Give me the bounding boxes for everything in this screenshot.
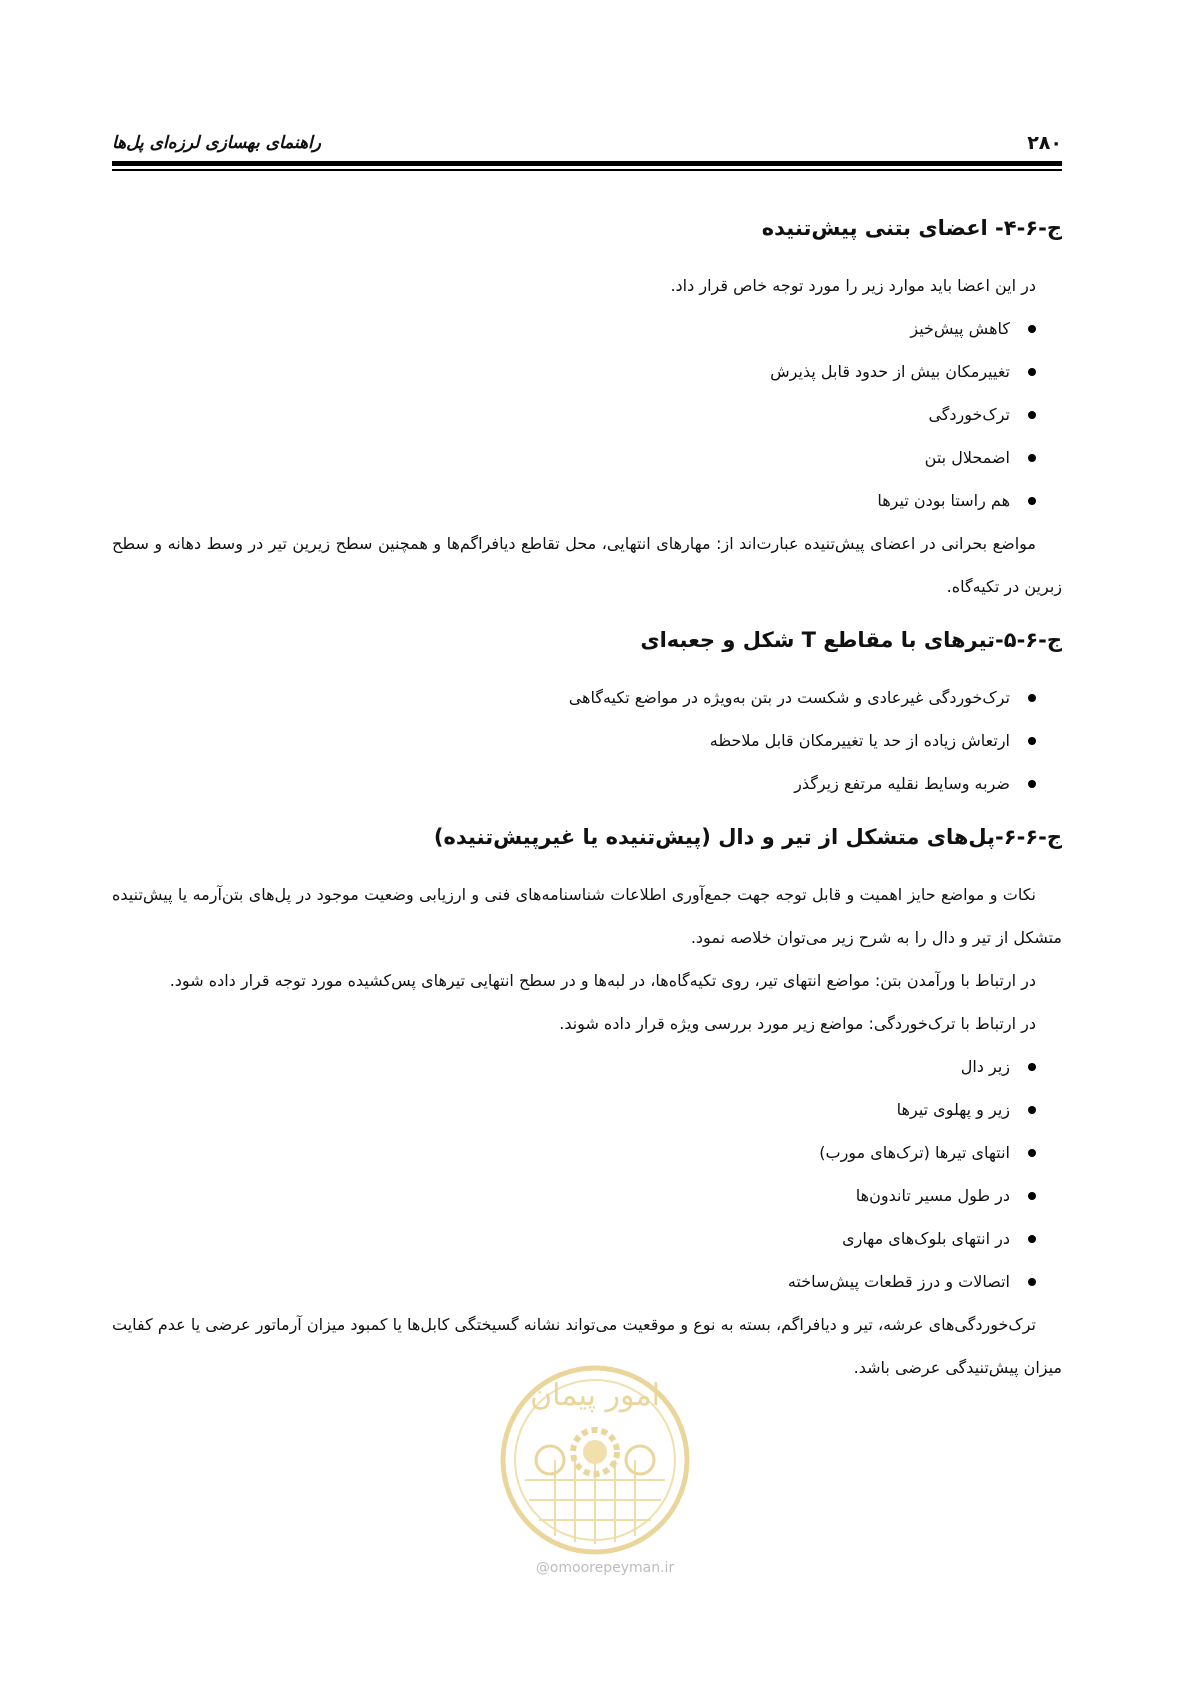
header-rule-thin xyxy=(112,169,1062,171)
bullet-icon xyxy=(1028,694,1036,702)
list-item: ترک‌خوردگی xyxy=(112,393,1036,436)
watermark-site: @omoorepeyman.ir xyxy=(535,1560,675,1576)
bullet-icon xyxy=(1028,411,1036,419)
bullet-icon xyxy=(1028,737,1036,745)
watermark-seal-logo xyxy=(495,1360,695,1560)
bullet-icon xyxy=(1028,368,1036,376)
bullet-icon xyxy=(1028,497,1036,505)
list-item: تغییرمکان بیش از حدود قابل پذیرش xyxy=(112,350,1036,393)
list-item: زیر دال xyxy=(112,1045,1036,1088)
bullet-icon xyxy=(1028,1192,1036,1200)
list-item: ارتعاش زیاده از حد یا تغییرمکان قابل ملاحظه xyxy=(112,719,1036,762)
list-item: انتهای تیرها (ترک‌های مورب) xyxy=(112,1131,1036,1174)
list-item: ضربه وسایط نقلیه مرتفع زیرگذر xyxy=(112,762,1036,805)
list-item: در انتهای بلوک‌های مهاری xyxy=(112,1217,1036,1260)
page-body xyxy=(112,210,1062,1389)
list-item: هم راستا بودن تیرها xyxy=(112,479,1036,522)
section3-paragraph2: در ارتباط با ورآمدن بتن: مواضع انتهای تیر، روی تکیه‌گاه‌ها، در لبه‌ها و در سطح انتهایی تیرهای پس‌کشیده مورد توجه قرار داده شود. xyxy=(169,971,1036,990)
section3-paragraph3: در ارتباط با ترک‌خوردگی: مواضع زیر مورد بررسی ویژه قرار داده شوند. xyxy=(559,1014,1036,1033)
section-heading-beam-slab-bridges: ج-۶-۶-پل‌های متشکل از تیر و دال (پیش‌تنیده یا غیرپیش‌تنیده) xyxy=(433,825,1062,849)
section1-paragraph: مواضع بحرانی در اعضای پیش‌تنیده عبارت‌اند از: مهارهای انتهایی، محل تقاطع دیافراگم‌ها و همچنین سطح زیرین تیر در وسط دهانه و سطح زبرین در تکیه‌گاه. xyxy=(112,534,1062,596)
section3-paragraph4: ترک‌خوردگی‌های عرشه، تیر و دیافراگم، بسته به نوع و موقعیت می‌تواند نشانه گسیختگی کابل‌ها یا کمبود میزان آرماتور عرضی یا عدم کفایت میزان پیش‌تنیدگی عرضی باشد. xyxy=(112,1315,1062,1377)
bullet-icon xyxy=(1028,1063,1036,1071)
svg-text:امور پیمان: امور پیمان xyxy=(530,1378,660,1413)
bullet-icon xyxy=(1028,454,1036,462)
page-number: ۲۸۰ xyxy=(1027,132,1062,154)
section-heading-t-box-beams: ج-۶-۵-تیرهای با مقاطع T شکل و جعبه‌ای xyxy=(640,628,1062,652)
header-rule-thick xyxy=(112,161,1062,166)
bullet-icon xyxy=(1028,1235,1036,1243)
list-item: اتصالات و درز قطعات پیش‌ساخته xyxy=(112,1260,1036,1303)
section1-bullet-list xyxy=(112,307,1062,522)
list-item: ترک‌خوردگی غیرعادی و شکست در بتن به‌ویژه در مواضع تکیه‌گاهی xyxy=(112,676,1036,719)
bullet-icon xyxy=(1028,1278,1036,1286)
section2-bullet-list xyxy=(112,676,1062,805)
running-title: راهنمای بهسازی لرزه‌ای پل‌ها xyxy=(112,133,321,153)
bullet-icon xyxy=(1028,780,1036,788)
section-heading-prestressed-members: ج-۶-۴- اعضای بتنی پیش‌تنیده xyxy=(761,216,1062,240)
bullet-icon xyxy=(1028,1106,1036,1114)
section3-bullet-list xyxy=(112,1045,1062,1303)
list-item: اضمحلال بتن xyxy=(112,436,1036,479)
list-item: کاهش پیش‌خیز xyxy=(112,307,1036,350)
bullet-icon xyxy=(1028,1149,1036,1157)
list-item: زیر و پهلوی تیرها xyxy=(112,1088,1036,1131)
section3-paragraph1: نکات و مواضع حایز اهمیت و قابل توجه جهت جمع‌آوری اطلاعات شناسنامه‌های فنی و ارزیابی وضعیت موجود در پل‌های بتن‌آرمه یا پیش‌تنیده متشکل از تیر و دال را به شرح زیر می‌توان خلاصه نمود. xyxy=(112,885,1062,947)
page-header xyxy=(112,128,1062,158)
list-item: در طول مسیر تاندون‌ها xyxy=(112,1174,1036,1217)
section1-intro: در این اعضا باید موارد زیر را مورد توجه خاص قرار داد. xyxy=(670,276,1036,295)
bullet-icon xyxy=(1028,325,1036,333)
